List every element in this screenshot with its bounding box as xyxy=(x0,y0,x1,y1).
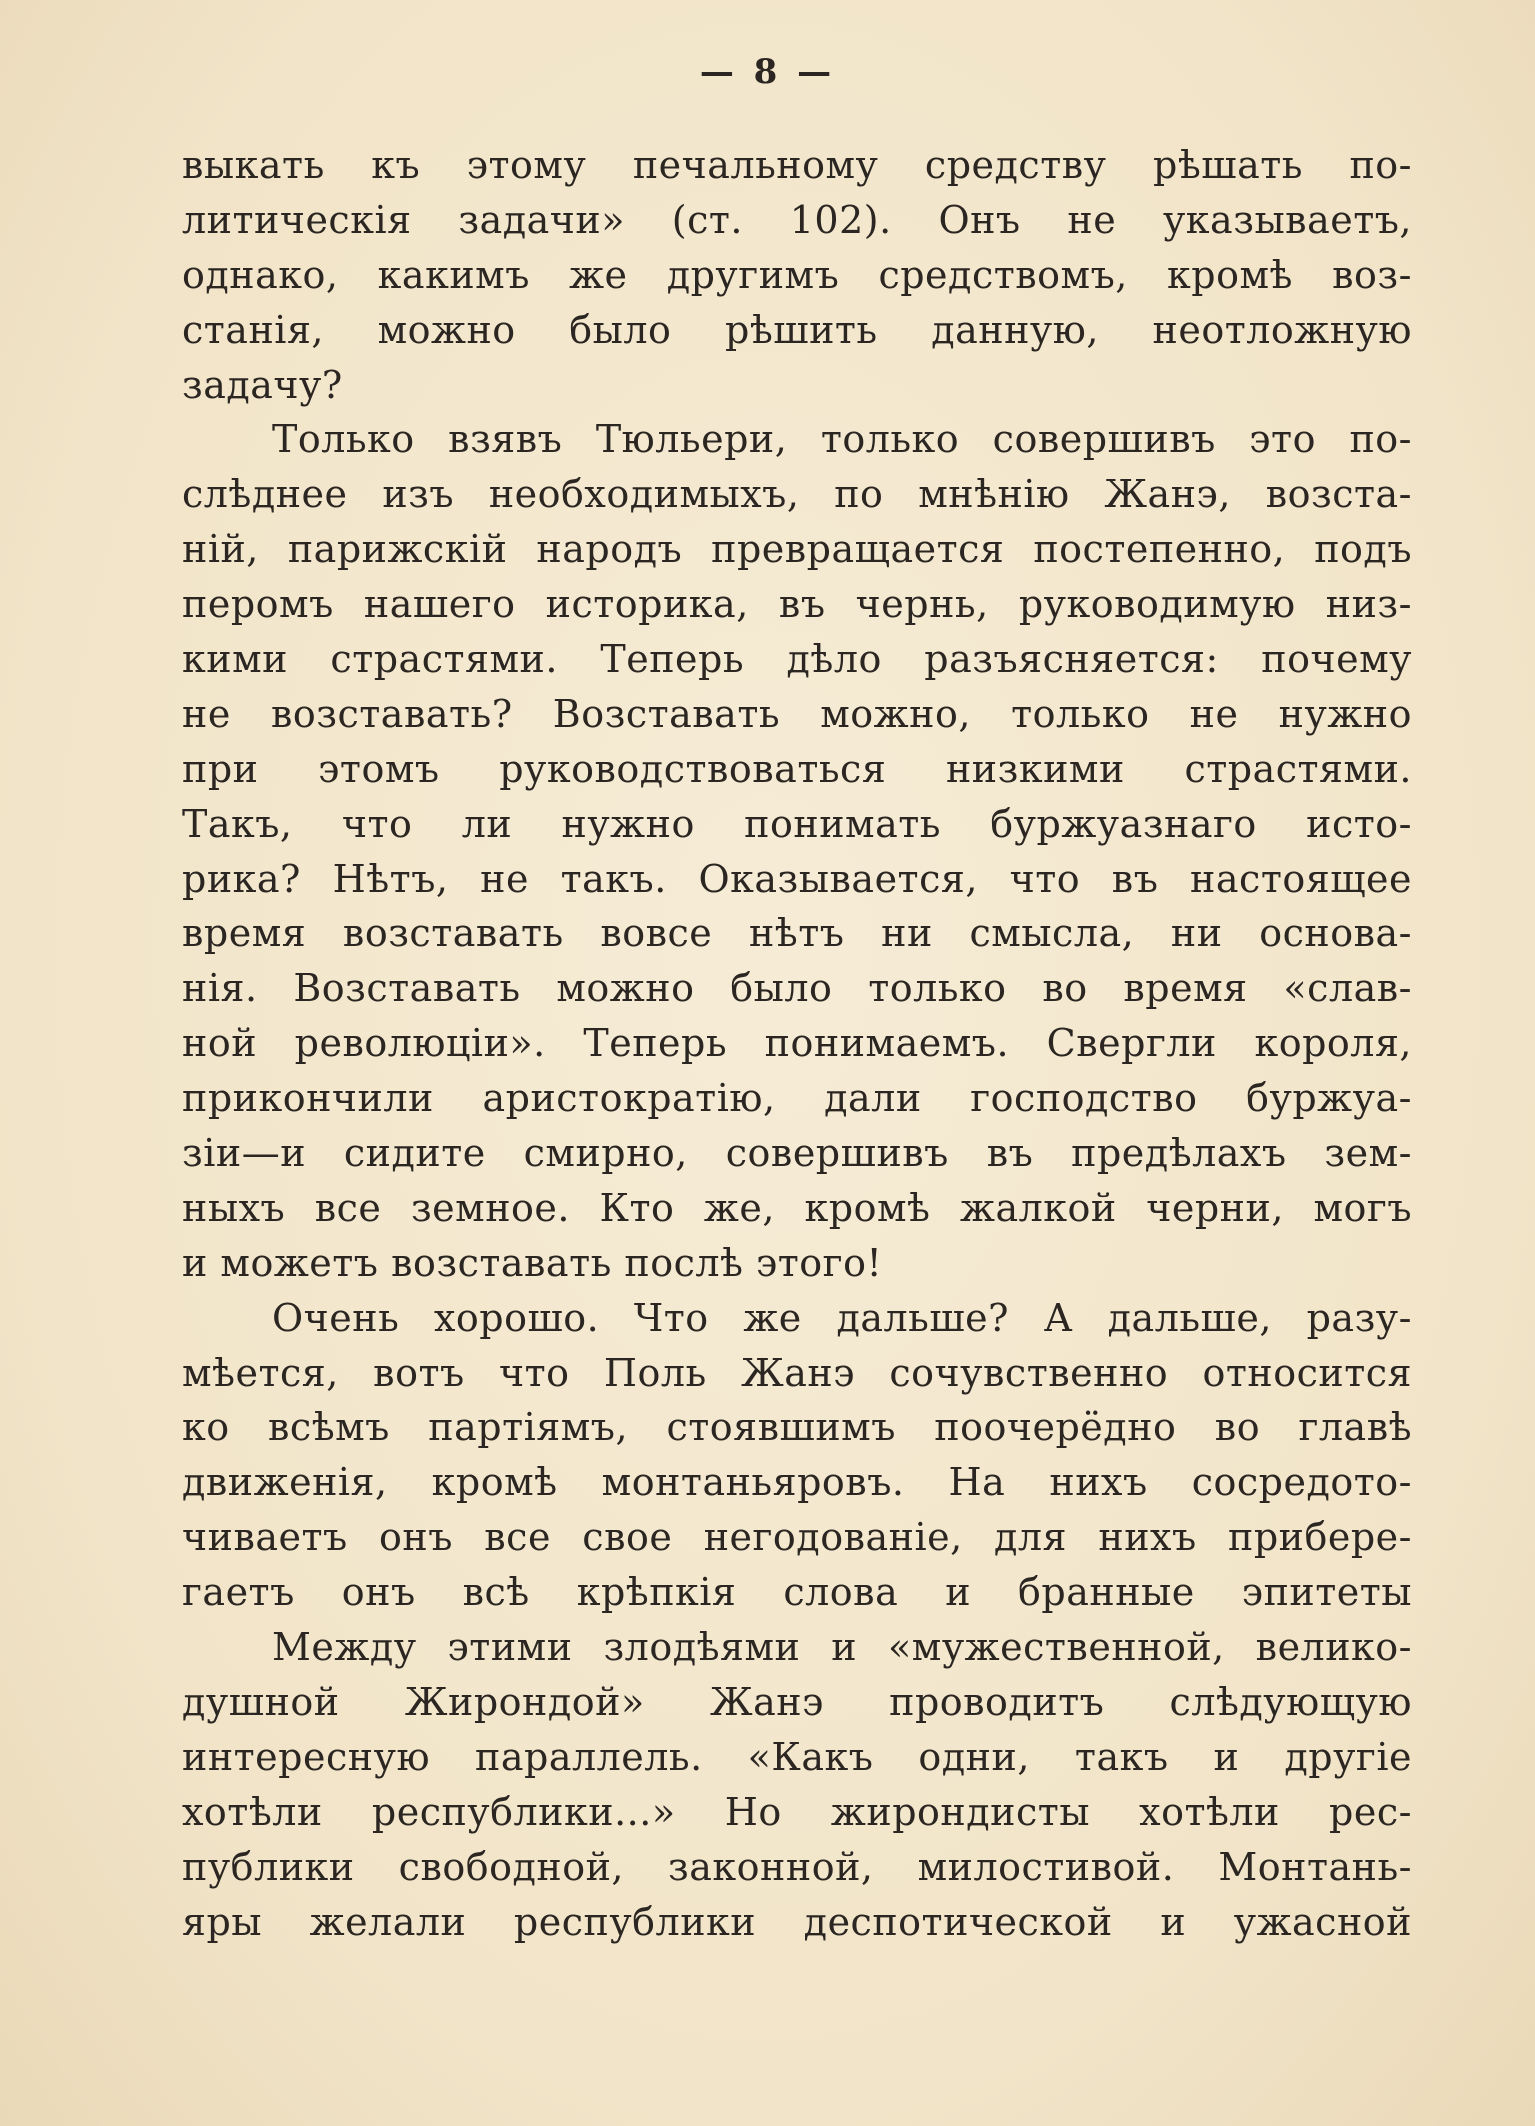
text-line: Такъ, что ли нужно понимать буржуазнаго исто- xyxy=(182,801,1412,846)
page-number: — 8 — xyxy=(699,52,836,92)
text-line: рика? Нѣтъ, не такъ. Оказывается, что въ настоящее xyxy=(182,856,1412,901)
text-line: публики свободной, законной, милостивой. Монтань- xyxy=(182,1844,1412,1889)
text-line: душной Жирондой» Жанэ проводитъ слѣдующую xyxy=(182,1679,1412,1724)
text-line: хотѣли республики...» Но жирондисты хотѣли рес- xyxy=(182,1789,1412,1834)
text-line: нія. Возставать можно было только во время «слав- xyxy=(182,966,1412,1011)
text-line: перомъ нашего историка, въ чернь, руководимую низ- xyxy=(182,582,1412,627)
text-line: интересную параллель. «Какъ одни, такъ и другіе xyxy=(182,1734,1412,1779)
text-line: слѣднее изъ необходимыхъ, по мнѣнію Жанэ, возста- xyxy=(182,472,1412,517)
text-line: ныхъ все земное. Кто же, кромѣ жалкой черни, могъ xyxy=(182,1185,1412,1230)
text-line: литическія задачи» (ст. 102). Онъ не указываетъ, xyxy=(182,197,1412,242)
text-line: прикончили аристократію, дали господство буржуа- xyxy=(182,1076,1412,1121)
text-line: при этомъ руководствоваться низкими страстями. xyxy=(182,746,1412,791)
text-line: мѣется, вотъ что Поль Жанэ сочувственно относится xyxy=(182,1350,1412,1395)
text-line: яры желали республики деспотической и ужасной xyxy=(182,1899,1412,1944)
text-line: и можетъ возставать послѣ этого! xyxy=(182,1240,883,1285)
text-line: однако, какимъ же другимъ средствомъ, кромѣ воз- xyxy=(182,252,1412,297)
text-line: выкать къ этому печальному средству рѣшать по- xyxy=(182,143,1412,187)
text-line: зіи—и сидите смирно, совершивъ въ предѣлахъ зем- xyxy=(182,1131,1412,1176)
text-line: не возставать? Возставать можно, только не нужно xyxy=(182,691,1412,736)
text-line: ній, парижскій народъ превращается постепенно, подъ xyxy=(182,527,1412,572)
text-line: станія, можно было рѣшить данную, неотложную xyxy=(182,307,1412,352)
text-line: задачу? xyxy=(182,362,343,407)
text-line: ной революціи». Теперь понимаемъ. Свергли короля, xyxy=(182,1021,1412,1066)
text-line: гаетъ онъ всѣ крѣпкія слова и бранные эпитеты xyxy=(182,1570,1412,1615)
text-line: ко всѣмъ партіямъ, стоявшимъ поочерёдно во главѣ xyxy=(182,1405,1412,1450)
text-line: время возставать вовсе нѣтъ ни смысла, ни основа- xyxy=(182,911,1412,956)
text-line: Только взявъ Тюльери, только совершивъ это по- xyxy=(272,417,1412,462)
text-line: Очень хорошо. Что же дальше? А дальше, разу- xyxy=(272,1295,1412,1340)
text-line: кими страстями. Теперь дѣло разъясняется: почему xyxy=(182,637,1412,682)
body-text xyxy=(182,138,1412,1949)
text-line: движенія, кромѣ монтаньяровъ. На нихъ сосредото- xyxy=(182,1460,1412,1505)
text-line: чиваетъ онъ все свое негодованіе, для нихъ прибере- xyxy=(182,1515,1412,1560)
text-line: Между этими злодѣями и «мужественной, велико- xyxy=(272,1625,1412,1670)
